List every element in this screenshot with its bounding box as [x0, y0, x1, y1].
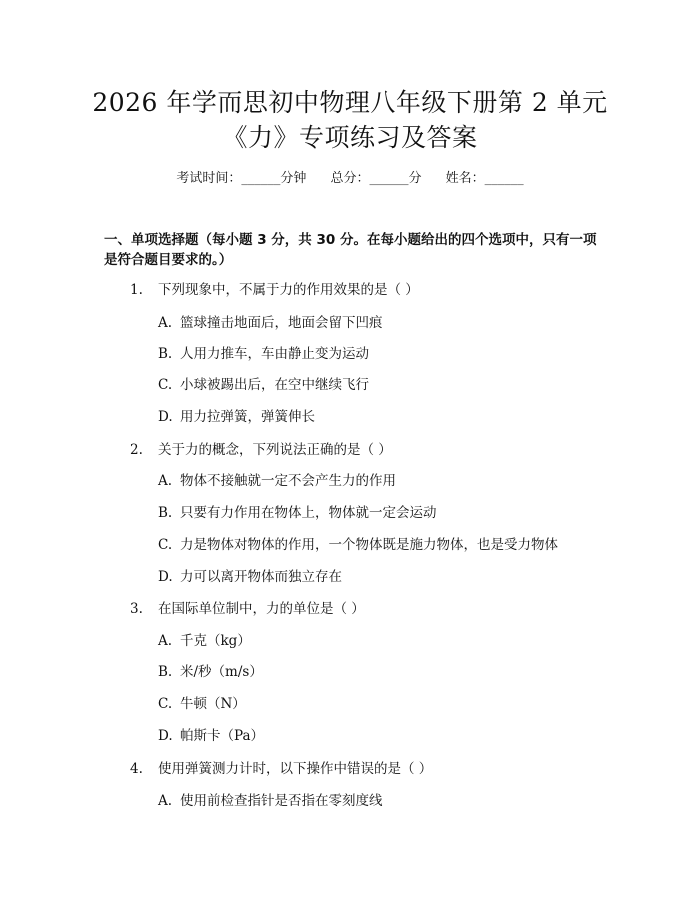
- question-text: 关于力的概念，下列说法正确的是（ ）: [158, 442, 392, 458]
- exam-info: [0, 170, 700, 188]
- option-text: 人用力推车，车由静止变为运动: [180, 346, 369, 362]
- option-letter: D.: [158, 728, 173, 744]
- question-1: [130, 281, 419, 299]
- question-3-option-b: [158, 663, 263, 681]
- question-2-option-a: [158, 472, 396, 490]
- exam-time-field: [176, 170, 306, 188]
- question-1-option-b: [158, 345, 369, 363]
- question-number: 2.: [130, 442, 143, 458]
- question-1-option-d: [158, 408, 315, 426]
- student-name-label: 姓名：: [445, 171, 485, 186]
- option-text: 力可以离开物体而独立存在: [180, 569, 342, 585]
- option-text: 力是物体对物体的作用，一个物体既是施力物体，也是受力物体: [180, 537, 558, 553]
- question-4-option-a: [158, 792, 383, 810]
- question-text: 下列现象中，不属于力的作用效果的是（ ）: [158, 282, 419, 298]
- student-name-blank: ______: [484, 171, 524, 186]
- total-score-blank: ______: [369, 171, 409, 186]
- question-3-option-a: [158, 632, 251, 650]
- question-3: [130, 600, 365, 618]
- section-heading-line-1: 一、单项选择题（每小题 3 分，共 30 分。在每小题给出的四个选项中，只有一项: [104, 232, 597, 248]
- option-text: 物体不接触就一定不会产生力的作用: [180, 473, 396, 489]
- option-letter: A.: [158, 633, 173, 649]
- option-letter: D.: [158, 409, 173, 425]
- question-2-option-c: [158, 536, 558, 554]
- question-2-option-d: [158, 568, 342, 586]
- option-text: 用力拉弹簧，弹簧伸长: [180, 409, 315, 425]
- option-letter: A.: [158, 315, 173, 331]
- option-letter: C.: [158, 377, 173, 393]
- option-text: 帕斯卡（Pa）: [180, 728, 265, 744]
- question-number: 4.: [130, 761, 143, 777]
- option-text: 千克（kg）: [180, 633, 251, 649]
- section-heading-line-2: 是符合题目要求的。）: [104, 252, 233, 268]
- question-3-option-c: [158, 695, 246, 713]
- option-text: 米/秒（m/s）: [180, 664, 263, 680]
- question-1-option-a: [158, 314, 383, 332]
- option-letter: D.: [158, 569, 173, 585]
- question-2-option-b: [158, 504, 437, 522]
- exam-time-blank: ______: [241, 171, 281, 186]
- option-text: 小球被踢出后，在空中继续飞行: [180, 377, 369, 393]
- exam-time-label: 考试时间：: [176, 171, 242, 186]
- question-number: 3.: [130, 601, 143, 617]
- total-score-unit: 分: [408, 171, 422, 186]
- option-text: 牛顿（N）: [180, 696, 246, 712]
- question-text: 在国际单位制中，力的单位是（ ）: [158, 601, 365, 617]
- option-text: 篮球撞击地面后，地面会留下凹痕: [180, 315, 383, 331]
- option-letter: B.: [158, 346, 173, 362]
- total-score-field: [330, 170, 421, 188]
- document-title-line-1: 2026 年学而思初中物理八年级下册第 2 单元: [92, 88, 608, 117]
- option-letter: B.: [158, 664, 173, 680]
- document-title-line-2: 《力》专项练习及答案: [222, 123, 478, 152]
- option-text: 只要有力作用在物体上，物体就一定会运动: [180, 505, 437, 521]
- option-text: 使用前检查指针是否指在零刻度线: [180, 793, 383, 809]
- section-heading: [104, 230, 604, 270]
- question-number: 1.: [130, 282, 143, 298]
- student-name-field: [446, 170, 524, 188]
- question-text: 使用弹簧测力计时，以下操作中错误的是（ ）: [158, 761, 433, 777]
- option-letter: C.: [158, 696, 173, 712]
- question-4: [130, 760, 432, 778]
- question-2: [130, 441, 392, 459]
- exam-time-unit: 分钟: [280, 171, 307, 186]
- option-letter: C.: [158, 537, 173, 553]
- option-letter: B.: [158, 505, 173, 521]
- option-letter: A.: [158, 793, 173, 809]
- question-3-option-d: [158, 727, 264, 745]
- question-1-option-c: [158, 376, 369, 394]
- option-letter: A.: [158, 473, 173, 489]
- total-score-label: 总分：: [330, 171, 370, 186]
